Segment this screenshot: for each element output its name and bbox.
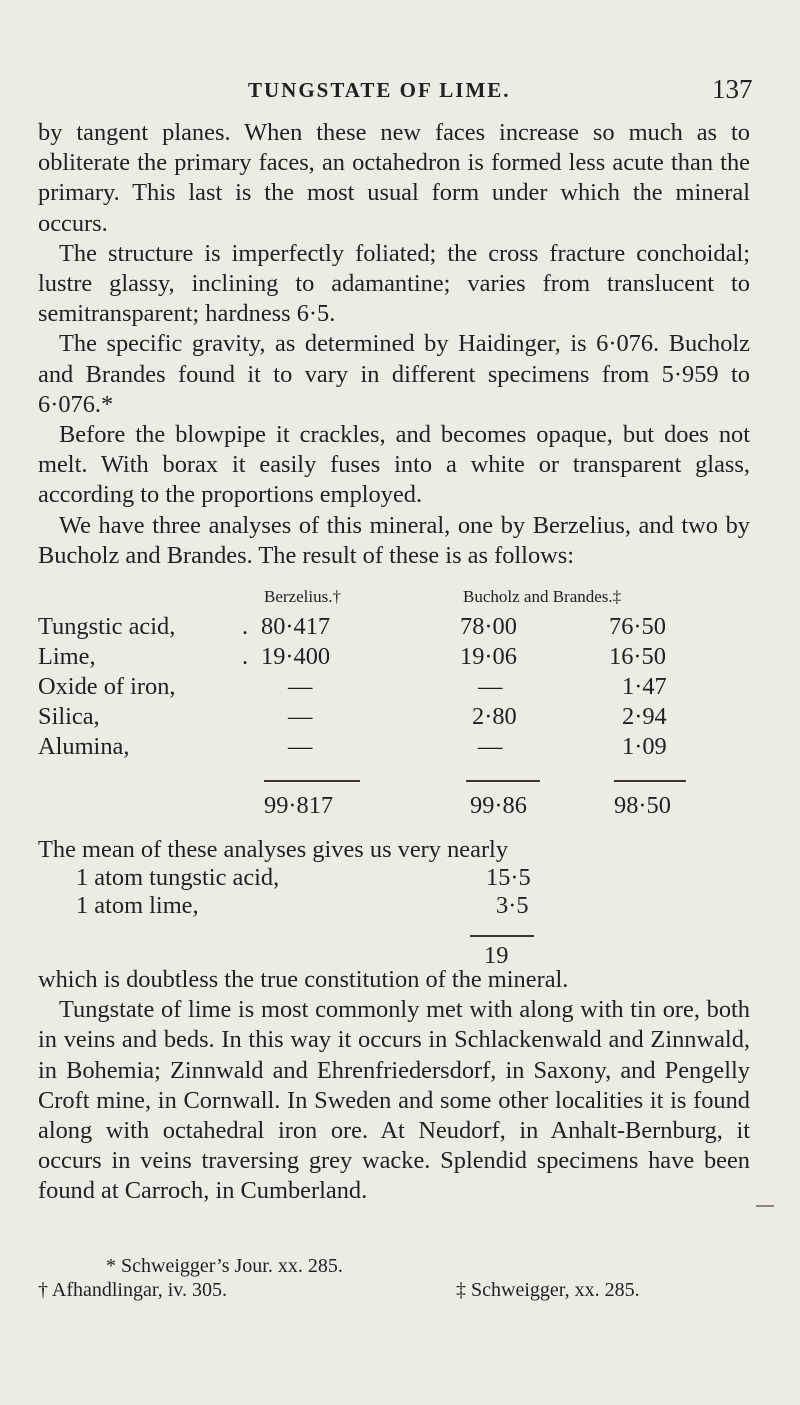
cell-bb2: 2·94 <box>622 703 667 730</box>
column-header-berzelius: Berzelius.† <box>264 587 341 606</box>
sum-rule <box>614 780 686 782</box>
cell-bb2: 76·50 <box>609 613 666 640</box>
cell-berzelius: 80·417 <box>261 613 331 640</box>
margin-mark <box>756 1205 774 1207</box>
paragraph: Tungstate of lime is most commonly met with along with tin ore, both in veins and beds. In this way it occurs in Schlackenwald and Zinnwald, in Bohemia; Zinnwald and Ehrenfriedersdorf, in Saxony, and Pengelly Croft mine, in Cornwall. In Sweden and some other localities it is found along with octahedral iron ore. At Neudorf, in Anhalt-Bernburg, it occurs in veins traversing grey wacke. Splendid specimens have been found at Carroch, in Cumberland. <box>38 996 750 1205</box>
row-label: Lime, <box>38 643 96 670</box>
mean-row-label: 1 atom tungstic acid, <box>76 864 280 891</box>
cell-bb1: — <box>478 673 503 700</box>
mean-row-value: 15·5 <box>486 864 531 891</box>
cell-bb2: 1·09 <box>622 733 667 760</box>
mean-total: 19 <box>484 942 509 969</box>
sum-rule <box>466 780 540 782</box>
mean-row-label: 1 atom lime, <box>76 892 199 919</box>
table-row <box>38 703 750 733</box>
row-label: Tungstic acid, <box>38 613 176 640</box>
totals-row <box>38 792 750 822</box>
mean-row-value: 3·5 <box>496 892 529 919</box>
cell-berzelius: — <box>288 673 313 700</box>
page-number: 137 <box>712 74 753 104</box>
paragraph: We have three analyses of this mineral, one by Berzelius, and two by Bucholz and Brandes. The result of these is as follows: <box>38 511 750 569</box>
paragraph: by tangent planes. When these new faces increase so much as to obliterate the primary faces, an octahedron is formed less acute than the primary. This last is the most usual form under which the mineral occurs. <box>38 119 750 237</box>
cell-bb1: 2·80 <box>472 703 517 730</box>
paragraph: The structure is imperfectly foliated; the cross fracture conchoidal; lustre glassy, inclining to adamantine; varies from translucent to semitransparent; hardness 6·5. <box>38 239 750 328</box>
sum-rule <box>470 935 534 937</box>
row-label: Oxide of iron, <box>38 673 176 700</box>
footnote-dagger: † Afhandlingar, iv. 305. <box>38 1279 227 1301</box>
sum-rule <box>264 780 360 782</box>
footnote-double-dagger: ‡ Schweigger, xx. 285. <box>456 1279 640 1301</box>
cell-bb2: 1·47 <box>622 673 667 700</box>
table-row <box>38 673 750 703</box>
table-row <box>38 643 750 673</box>
footnote-star: * Schweigger’s Jour. xx. 285. <box>106 1255 343 1277</box>
analysis-table <box>38 587 750 877</box>
row-leader: . <box>242 643 249 670</box>
paragraph: which is doubtless the true constitution of the mineral. <box>38 966 569 993</box>
paragraph: Before the blowpipe it crackles, and becomes opaque, but does not melt. With borax it easily fuses into a white or transparent glass, according to the proportions employed. <box>38 421 750 509</box>
row-label: Alumina, <box>38 733 130 760</box>
body-text <box>38 118 750 571</box>
cell-bb2: 16·50 <box>609 643 666 670</box>
table-row <box>38 613 750 643</box>
cell-bb1: — <box>478 733 503 760</box>
row-leader: . <box>242 613 249 640</box>
mean-intro: The mean of these analyses gives us very nearly <box>38 836 509 863</box>
table-row <box>38 733 750 763</box>
row-label: Silica, <box>38 703 100 730</box>
total-bb2: 98·50 <box>614 792 671 819</box>
paragraph: The specific gravity, as determined by Haidinger, is 6·076. Bucholz and Brandes found it to vary in different specimens from 5·959 to 6·076.* <box>38 330 750 418</box>
closing-text <box>38 965 750 1207</box>
column-header-bucholz-brandes: Bucholz and Brandes.‡ <box>463 587 622 606</box>
running-head: TUNGSTATE OF LIME. <box>248 78 511 102</box>
mean-composition <box>38 836 750 969</box>
total-berzelius: 99·817 <box>264 792 334 819</box>
cell-bb1: 78·00 <box>460 613 517 640</box>
cell-berzelius: — <box>288 703 313 730</box>
cell-bb1: 19·06 <box>460 643 517 670</box>
total-bb1: 99·86 <box>470 792 527 819</box>
page-header <box>0 74 800 114</box>
cell-berzelius: 19·400 <box>261 643 331 670</box>
cell-berzelius: — <box>288 733 313 760</box>
